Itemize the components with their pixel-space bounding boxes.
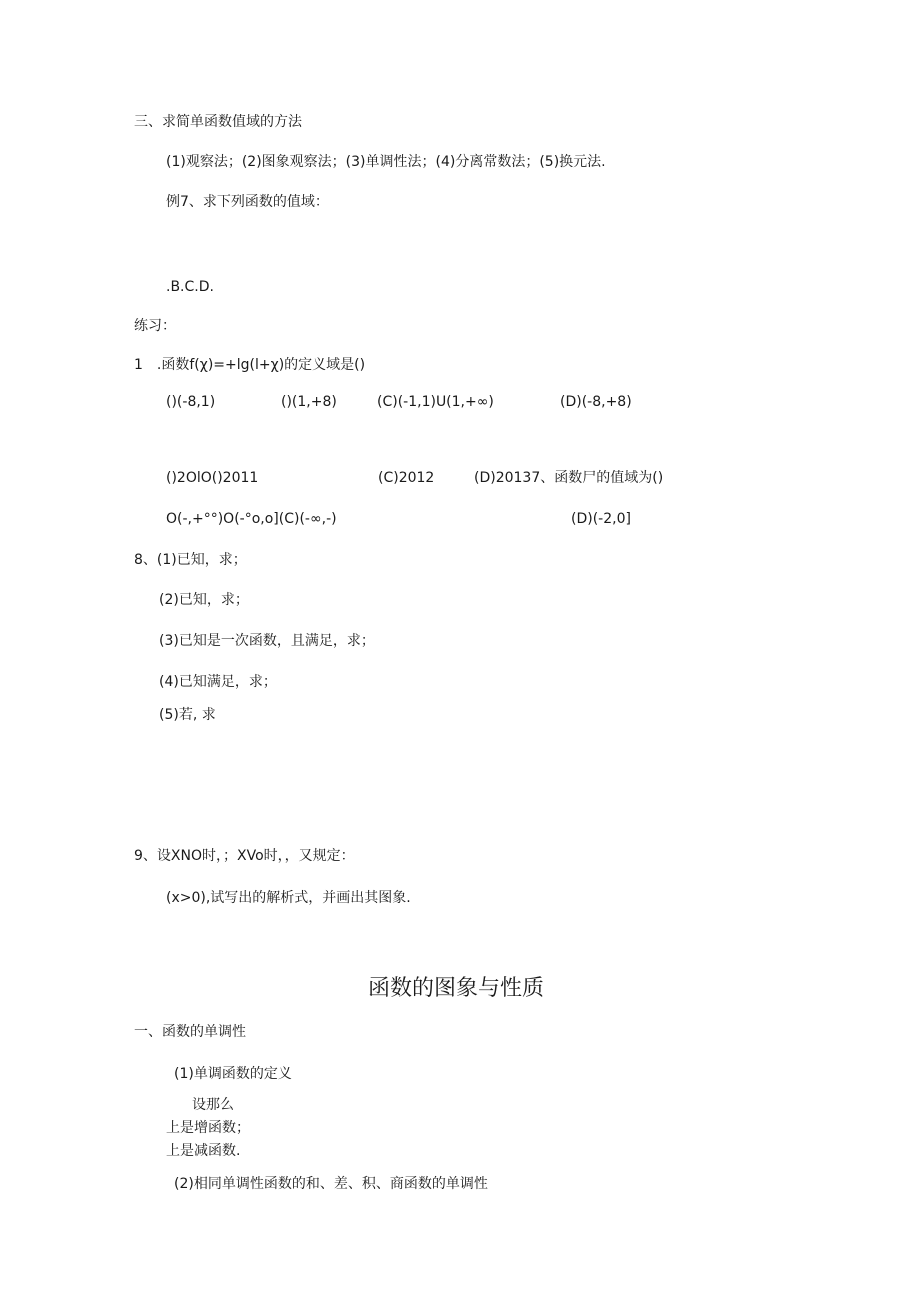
property-heading: (2)相同单调性函数的和、差、积、商函数的单调性	[174, 1176, 488, 1192]
question-9: 9、设XNO时，；XVo时，，又规定：	[134, 848, 355, 864]
definition-line-2: 上是增函数；	[166, 1120, 250, 1136]
q8-part-3: (3)已知是一次函数，且满足，求；	[159, 633, 375, 649]
q7-option-d: (D)(-2,0]	[571, 511, 631, 527]
q1-option-d: (D)(-8,+8)	[560, 394, 632, 410]
q1-option-c: (C)(-1,1)U(1,+∞)	[377, 394, 494, 410]
question-8: 8、(1)已知，求；	[134, 552, 247, 568]
q2-option-d: (D)20137、函数尸的值域为()	[474, 470, 664, 486]
q1-option-a: ()(-8,1)	[166, 394, 216, 410]
definition-line-3: 上是减函数.	[166, 1143, 241, 1159]
example-options: .B.C.D.	[166, 279, 214, 295]
practice-heading: 练习：	[134, 318, 176, 334]
definition-heading: (1)单调函数的定义	[174, 1066, 292, 1082]
q2-option-c: (C)2012	[378, 470, 435, 486]
definition-line-1: 设那么	[192, 1097, 234, 1113]
chapter-title: 函数的图象与性质	[368, 976, 545, 1001]
section-heading: 三、求简单函数值域的方法	[134, 114, 302, 130]
methods-list: (1)观察法；(2)图象观察法；(3)单调性法；(4)分离常数法；(5)换元法.	[166, 154, 606, 170]
q8-part-4: (4)已知满足，求；	[159, 674, 277, 690]
q1-option-b: ()(1,+8)	[281, 394, 337, 410]
q8-part-5: (5)若, 求	[159, 707, 216, 723]
q2-option-ab: ()2OlO()2011	[166, 470, 259, 486]
q7-options-abc: O(-,+°°)O(-°o,o](C)(-∞,-)	[166, 511, 337, 527]
question-1: 1 .函数f(χ)=+lg(l+χ)的定义域是()	[134, 357, 366, 373]
monotonicity-heading: 一、函数的单调性	[134, 1024, 246, 1040]
q8-part-2: (2)已知，求；	[159, 592, 249, 608]
example-7: 例7、求下列函数的值域：	[166, 194, 329, 210]
q9-part-2: (x>0),试写出的解析式，并画出其图象.	[166, 890, 411, 906]
